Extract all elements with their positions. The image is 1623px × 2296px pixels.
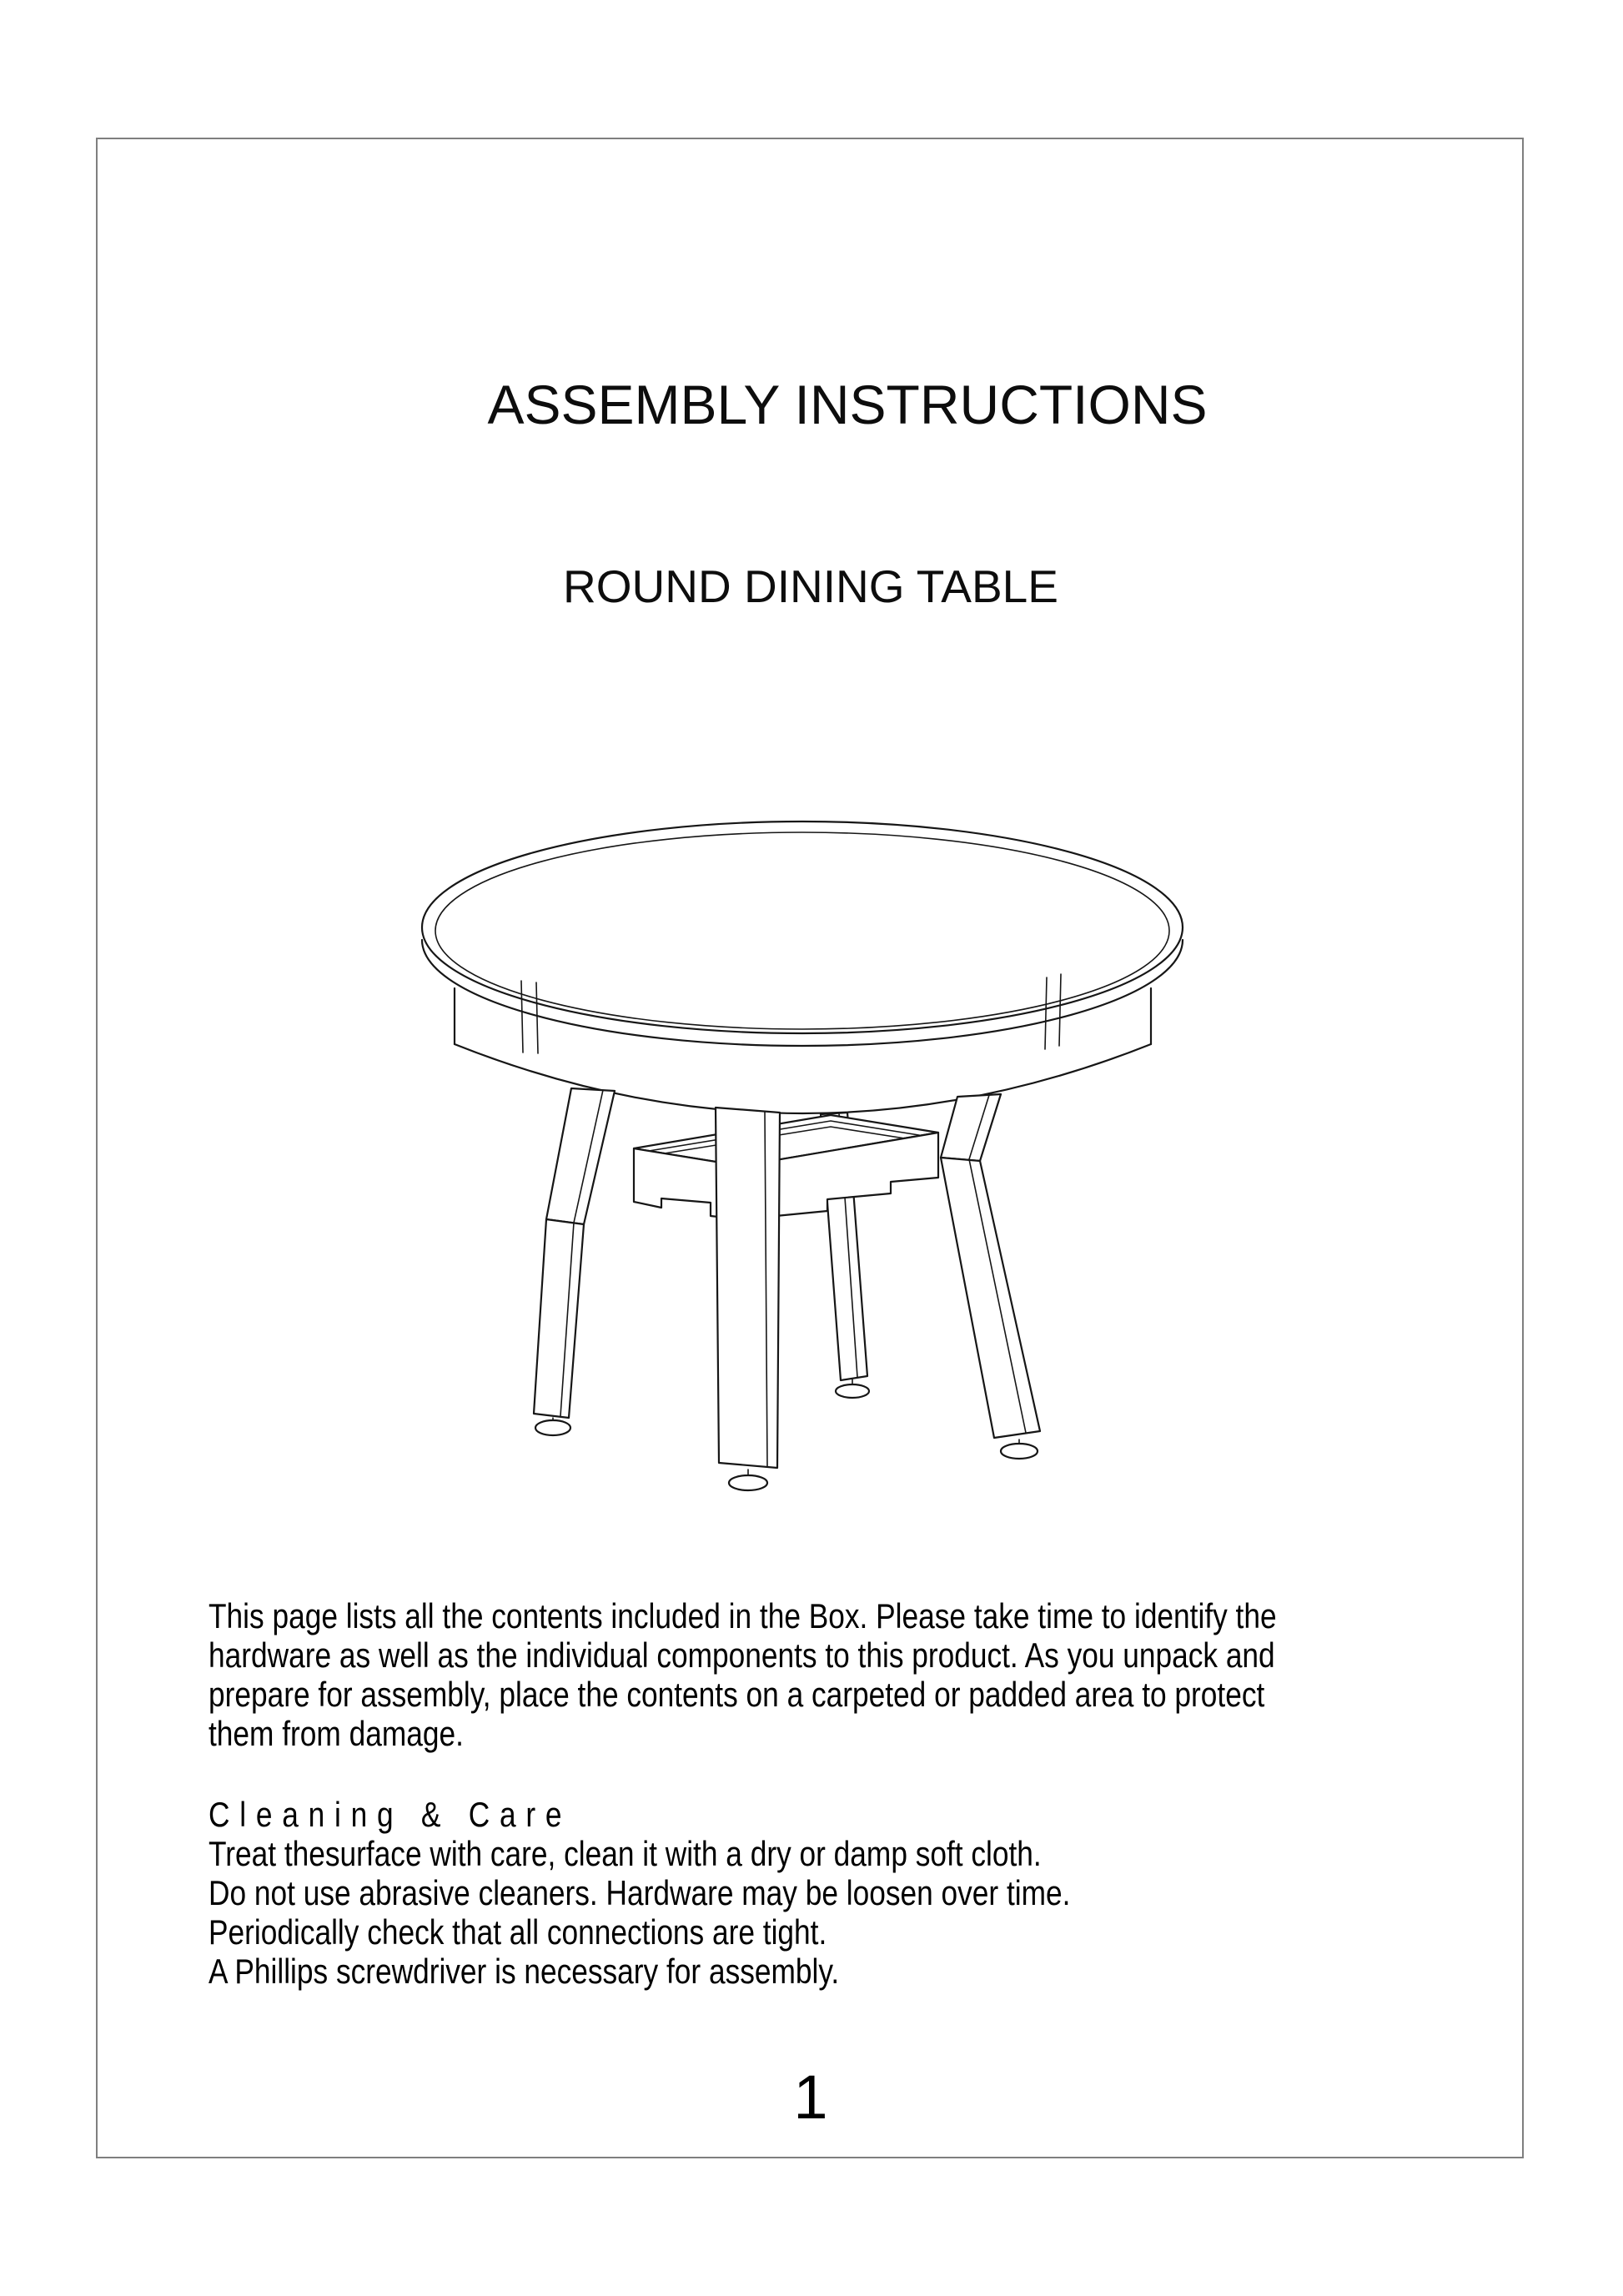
care-line-2: Do not use abrasive cleaners. Hardware may be loosen over time. xyxy=(209,1873,1071,1912)
cleaning-care-paragraph xyxy=(209,1834,1540,1991)
care-line-4: A Phillips screwdriver is necessary for assembly. xyxy=(209,1952,840,1991)
care-line-3: Periodically check that all connections are tight. xyxy=(209,1912,827,1952)
page-title: ASSEMBLY INSTRUCTIONS xyxy=(487,374,1208,435)
round-dining-table-drawing xyxy=(367,792,1251,1510)
intro-paragraph xyxy=(209,1596,1540,1753)
page-subtitle: ROUND DINING TABLE xyxy=(563,560,1058,612)
intro-line-3: prepare for assembly, place the contents on a carpeted or padded area to protect xyxy=(209,1675,1265,1714)
page-number: 1 xyxy=(793,2062,828,2132)
intro-line-2: hardware as well as the individual components to this product. As you unpack and xyxy=(209,1635,1275,1675)
intro-line-1: This page lists all the contents included in the Box. Please take time to identify the xyxy=(209,1596,1277,1635)
cleaning-care-heading: Cleaning & Care xyxy=(209,1795,572,1834)
care-line-1: Treat thesurface with care, clean it with a dry or damp soft cloth. xyxy=(209,1834,1042,1873)
table-illustration xyxy=(367,792,1251,1510)
intro-line-4: them from damage. xyxy=(209,1714,464,1753)
